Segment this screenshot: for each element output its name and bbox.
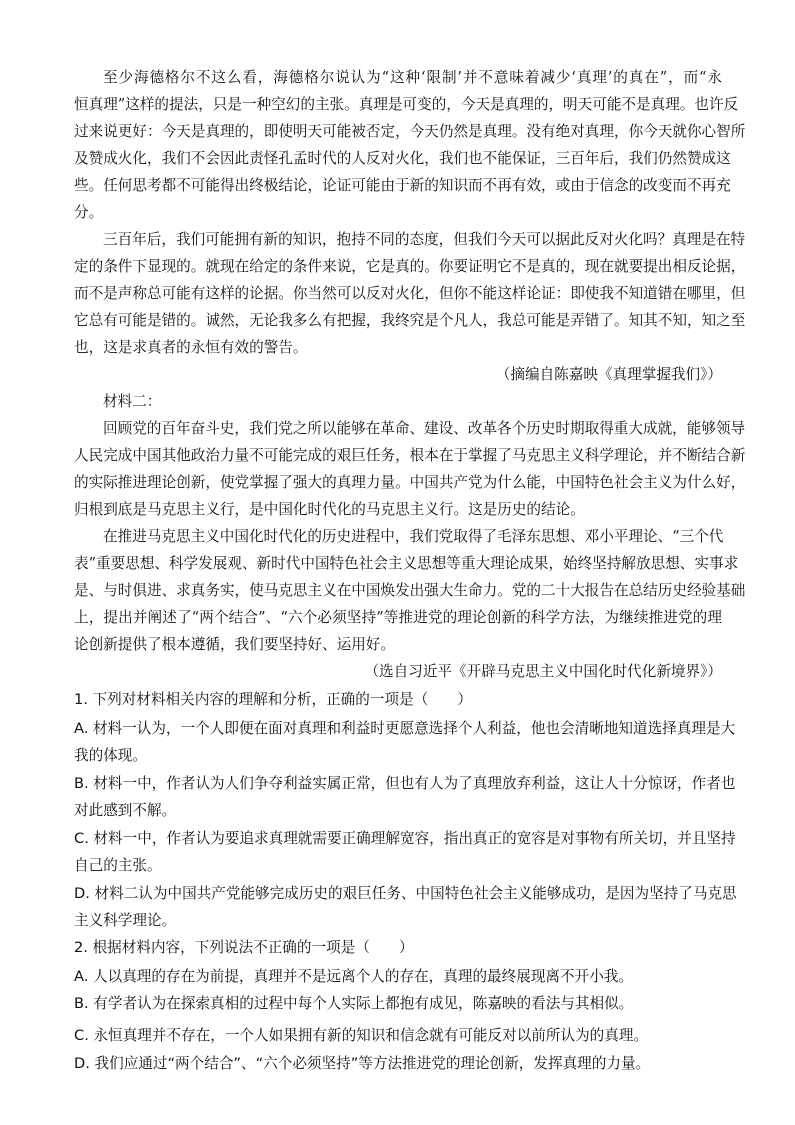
option-c: C. 永恒真理并不存在，一个人如果拥有新的知识和信念就有可能反对以前所认为的真理。: [74, 1027, 649, 1044]
text-line: 论创新提供了根本遵循，我们要坚持好、运用好。: [74, 636, 396, 653]
option-c-cont: 自己的主张。: [74, 857, 162, 874]
section-heading: 材料二：: [103, 393, 162, 410]
text-line: 是、与时俱进、求真务实，使马克思主义在中国焕发出强大生命力。党的二十大报告在总结历史经验基础: [74, 582, 746, 599]
text-line: 回顾党的百年奋斗史，我们党之所以能够在革命、建设、改革各个历史时期取得重大成就，能够领导: [103, 420, 746, 437]
text-line: 过来说更好：今天是真理的，即使明天可能被否定，今天仍然是真理。没有绝对真理，你今天就你心智所: [74, 123, 746, 140]
option-d: D. 材料二认为中国共产党能够完成历史的艰巨任务、中国特色社会主义能够成功，是因为坚持了马克思: [74, 885, 737, 902]
option-a-cont: 我的体现。: [74, 747, 147, 764]
option-c: C. 材料一中，作者认为要追求真理就需要正确理解宽容，指出真正的宽容是对事物有所关切，并且坚持: [74, 830, 736, 847]
option-b: B. 材料一中，作者认为人们争夺利益实属正常，但也有人为了真理放弃利益，这让人十分惊讶，作者也: [74, 775, 736, 792]
question-stem: 1. 下列对材料相关内容的理解和分析，正确的一项是（ ）: [74, 691, 473, 708]
text-line: 表”重要思想、科学发展观、新时代中国特色社会主义思想等重大理论成果，始终坚持解放思想、实事求: [74, 555, 739, 572]
text-line: 的实际推进理论创新，使党掌握了强大的真理力量。中国共产党为什么能，中国特色社会主义为什么好，: [74, 474, 746, 491]
option-d: D. 我们应通过“两个结合”、“六个必须坚持”等方法推进党的理论创新，发挥真理的力量。: [74, 1055, 651, 1072]
text-line: 上，提出并阐述了“两个结合”、“六个必须坚持”等推进党的理论创新的科学方法，为继续推进党的理: [74, 609, 722, 626]
option-b: B. 有学者认为在探索真相的过程中每个人实际上都抱有成见，陈嘉映的看法与其相似。: [74, 995, 634, 1012]
text-line: 人民完成中国其他政治力量不可能完成的艰巨任务，根本在于掌握了马克思主义科学理论，并不断结合新: [74, 447, 746, 464]
text-line: 而不是声称总可能有这样的论据。你当然可以反对火化，但你不能这样论证：即使我不知道错在哪里，但: [74, 285, 746, 302]
text-line: 至少海德格尔不这么看，海德格尔说认为“这种‘限制’并不意味着减少‘真理’的真在”，而“永: [103, 69, 722, 86]
text-line: 定的条件下显现的。就现在给定的条件来说，它是真的。你要证明它不是真的，现在就要提出相反论据，: [74, 258, 746, 275]
text-line: 在推进马克思主义中国化时代化的历史进程中，我们党取得了毛泽东思想、邓小平理论、“三个代: [103, 528, 724, 545]
text-line: 些。任何思考都不可能得出终极结论，论证可能由于新的知识而不再有效，或由于信念的改变而不再充: [74, 177, 731, 194]
option-a: A. 材料一认为，一个人即便在面对真理和利益时更愿意选择个人利益，他也会清晰地知道选择真理是大: [74, 720, 736, 737]
text-line: 及赞成火化，我们不会因此责怪孔孟时代的人反对火化，我们也不能保证，三百年后，我们仍然赞成这: [74, 150, 731, 167]
text-line: 三百年后，我们可能拥有新的知识，抱持不同的态度，但我们今天可以据此反对火化吗？真理是在特: [103, 231, 746, 248]
option-a: A. 人以真理的存在为前提，真理并不是远离个人的存在，真理的最终展现离不开小我。: [74, 968, 633, 985]
text-line: 恒真理”这样的提法，只是一种空幻的主张。真理是可变的，今天是真理的，明天可能不是真理。也许反: [74, 96, 739, 113]
text-line: 它总有可能是错的。诚然，无论我多么有把握，我终究是个凡人，我总可能是弄错了。知其不知，知之至: [74, 312, 746, 329]
question-stem: 2. 根据材料内容，下列说法不正确的一项是（ ）: [74, 939, 414, 956]
source-citation: （选自习近平《开辟马克思主义中国化时代化新境界》）: [364, 663, 722, 680]
option-d-cont: 主义科学理论。: [74, 912, 177, 929]
text-line: 也，这是求真者的永恒有效的警告。: [74, 339, 308, 356]
source-citation: （摘编自陈嘉映《真理掌握我们》）: [495, 366, 722, 383]
option-b-cont: 对此感到不解。: [74, 802, 177, 819]
text-line: 分。: [74, 204, 104, 221]
text-line: 归根到底是马克思主义行，是中国化时代化的马克思主义行。这是历史的结论。: [74, 501, 585, 518]
